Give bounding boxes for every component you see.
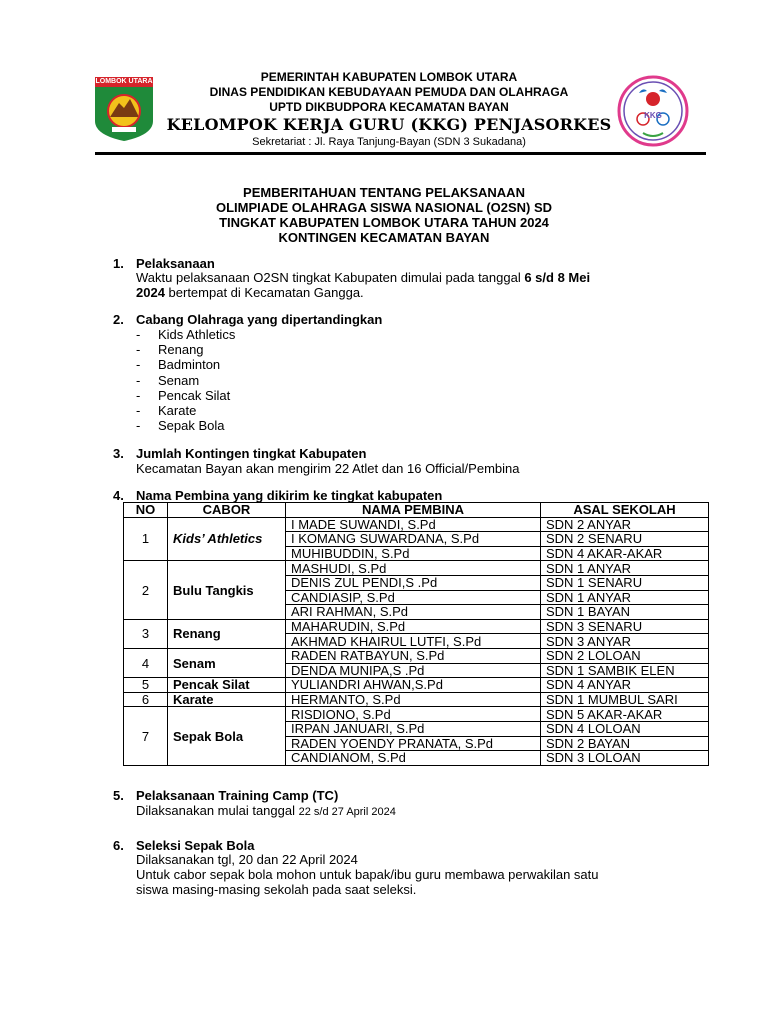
sport-list-item: Badminton [158,357,221,373]
cell-asal-sekolah: SDN 1 MUMBUL SARI [541,692,709,707]
cell-no: 3 [124,619,168,648]
doc-title-line3: TINGKAT KABUPATEN LOMBOK UTARA TAHUN 2024 [219,215,549,230]
section5-number: 5. [113,788,124,803]
cell-cabor: Karate [168,692,286,707]
sport-list-item: Senam [158,372,200,388]
cell-no: 6 [124,692,168,707]
cell-nama-pembina: DENIS ZUL PENDI,S .Pd [286,575,541,590]
cell-nama-pembina: CANDIANOM, S.Pd [286,751,541,766]
cell-nama-pembina: I MADE SUWANDI, S.Pd [286,517,541,532]
cell-asal-sekolah: SDN 4 ANYAR [541,678,709,693]
section6-heading: Seleksi Sepak Bola [136,838,255,853]
section5-heading: Pelaksanaan Training Camp (TC) [136,788,339,803]
cell-cabor: Bulu Tangkis [168,561,286,619]
section5-dates: 22 s/d 27 April 2024 [298,806,396,818]
table-row [124,517,709,532]
section1-text-a: Waktu pelaksanaan O2SN tingkat Kabupaten dimulai pada tanggal [136,270,525,285]
cell-nama-pembina: RISDIONO, S.Pd [286,707,541,722]
section2-heading: Cabang Olahraga yang dipertandingkan [136,312,383,327]
doc-title-line1: PEMBERITAHUAN TENTANG PELAKSANAAN [243,185,525,200]
sport-list-item: Renang [158,342,204,358]
cell-nama-pembina: ARI RAHMAN, S.Pd [286,605,541,620]
section6-line3: siswa masing-masing sekolah pada saat seleksi. [136,882,417,897]
cell-nama-pembina: HERMANTO, S.Pd [286,692,541,707]
sport-list-item: Karate [158,403,197,418]
cell-cabor: Pencak Silat [168,678,286,693]
cell-asal-sekolah: SDN 1 ANYAR [541,561,709,576]
col-header-no: NO [124,503,168,518]
table-row [124,648,709,663]
table-row [124,619,709,634]
section6-line2: Untuk cabor sepak bola mohon untuk bapak/ibu guru membawa perwakilan satu [136,867,599,882]
list-dash: - [136,357,141,373]
cell-nama-pembina: MASHUDI, S.Pd [286,561,541,576]
list-dash: - [136,327,141,342]
section3-text: Kecamatan Bayan akan mengirim 22 Atlet dan 16 Official/Pembina [136,461,520,476]
sport-list-item: Kids Athletics [158,327,236,342]
cell-asal-sekolah: SDN 4 AKAR-AKAR [541,546,709,561]
cell-nama-pembina: MUHIBUDDIN, S.Pd [286,546,541,561]
kkg-logo-text: KKG [644,111,662,120]
cell-asal-sekolah: SDN 3 LOLOAN [541,751,709,766]
cell-cabor: Sepak Bola [168,707,286,765]
cell-asal-sekolah: SDN 3 SENARU [541,619,709,634]
cell-asal-sekolah: SDN 2 LOLOAN [541,648,709,663]
cell-nama-pembina: AKHMAD KHAIRUL LUTFI, S.Pd [286,634,541,649]
cell-asal-sekolah: SDN 2 BAYAN [541,736,709,751]
section5-text [136,803,396,820]
section3-heading: Jumlah Kontingen tingkat Kabupaten [136,446,367,461]
doc-title-line2: OLIMPIADE OLAHRAGA SISWA NASIONAL (O2SN) SD [215,200,553,215]
cell-nama-pembina: CANDIASIP, S.Pd [286,590,541,605]
cell-asal-sekolah: SDN 4 LOLOAN [541,721,709,736]
col-header-cabor: CABOR [168,503,286,518]
cell-asal-sekolah: SDN 2 SENARU [541,532,709,547]
cell-nama-pembina: IRPAN JANUARI, S.Pd [286,721,541,736]
cell-no: 7 [124,707,168,765]
cell-no: 1 [124,517,168,561]
cell-asal-sekolah: SDN 1 ANYAR [541,590,709,605]
section1-year: 2024 [136,285,165,300]
table-row [124,692,709,707]
cell-no: 5 [124,678,168,693]
section3-number: 3. [113,446,124,461]
cell-nama-pembina: RADEN YOENDY PRANATA, S.Pd [286,736,541,751]
section4-heading: Nama Pembina yang dikirim ke tingkat kabupaten [136,488,443,503]
list-dash: - [136,342,141,358]
doc-title-line4: KONTINGEN KECAMATAN BAYAN [278,230,490,245]
sekretariat: Sekretariat : Jl. Raya Tanjung-Bayan (SDN 3 Sukadana) [252,136,526,148]
section6-number: 6. [113,838,124,853]
table-row [124,678,709,693]
pembina-table [123,502,709,766]
list-dash: - [136,403,141,418]
table-row [124,561,709,576]
section5-text-a: Dilaksanakan mulai tanggal [136,803,299,818]
header-line2: DINAS PENDIDIKAN KEBUDAYAAN PEMUDA DAN OLAHRAGA [209,85,569,99]
header-line3: UPTD DIKBUDPORA KECAMATAN BAYAN [269,100,509,114]
section1-number: 1. [113,256,124,271]
section6-line1: Dilaksanakan tgl, 20 dan 22 April 2024 [136,852,358,867]
cell-nama-pembina: MAHARUDIN, S.Pd [286,619,541,634]
col-header-asal: ASAL SEKOLAH [541,503,709,518]
cell-nama-pembina: I KOMANG SUWARDANA, S.Pd [286,532,541,547]
cell-asal-sekolah: SDN 1 SENARU [541,575,709,590]
cell-cabor: Renang [168,619,286,648]
list-dash: - [136,387,141,403]
kkg-title: KELOMPOK KERJA GURU (KKG) PENJASORKES [166,115,612,134]
cell-nama-pembina: RADEN RATBAYUN, S.Pd [286,648,541,663]
cell-asal-sekolah: SDN 1 BAYAN [541,605,709,620]
sport-list-item: Sepak Bola [158,418,225,434]
cell-asal-sekolah: SDN 1 SAMBIK ELEN [541,663,709,678]
cell-no: 4 [124,648,168,677]
table-header-row [124,503,709,518]
cell-asal-sekolah: SDN 5 AKAR-AKAR [541,707,709,722]
cell-no: 2 [124,561,168,619]
section1-text [136,270,680,300]
lombok-utara-logo-text: LOMBOK UTARA [95,78,153,85]
cell-asal-sekolah: SDN 2 ANYAR [541,517,709,532]
cell-cabor: Senam [168,648,286,677]
col-header-nama: NAMA PEMBINA [286,503,541,518]
section1-text-b: bertempat di Kecamatan Gangga. [164,285,364,300]
cell-cabor: Kids’ Athletics [168,517,286,561]
cell-nama-pembina: DENDA MUNIPA,S .Pd [286,663,541,678]
section2-number: 2. [113,312,124,327]
header-line1: PEMERINTAH KABUPATEN LOMBOK UTARA [260,70,518,84]
table-row [124,707,709,722]
section4-number: 4. [113,488,124,503]
list-dash: - [136,418,141,434]
header-divider [95,152,706,155]
cell-nama-pembina: YULIANDRI AHWAN,S.Pd [286,678,541,693]
section1-date: 6 s/d 8 Mei [524,270,591,285]
cell-asal-sekolah: SDN 3 ANYAR [541,634,709,649]
sport-list-item: Pencak Silat [158,387,231,403]
section1-heading: Pelaksanaan [136,256,215,271]
list-dash: - [136,372,141,388]
